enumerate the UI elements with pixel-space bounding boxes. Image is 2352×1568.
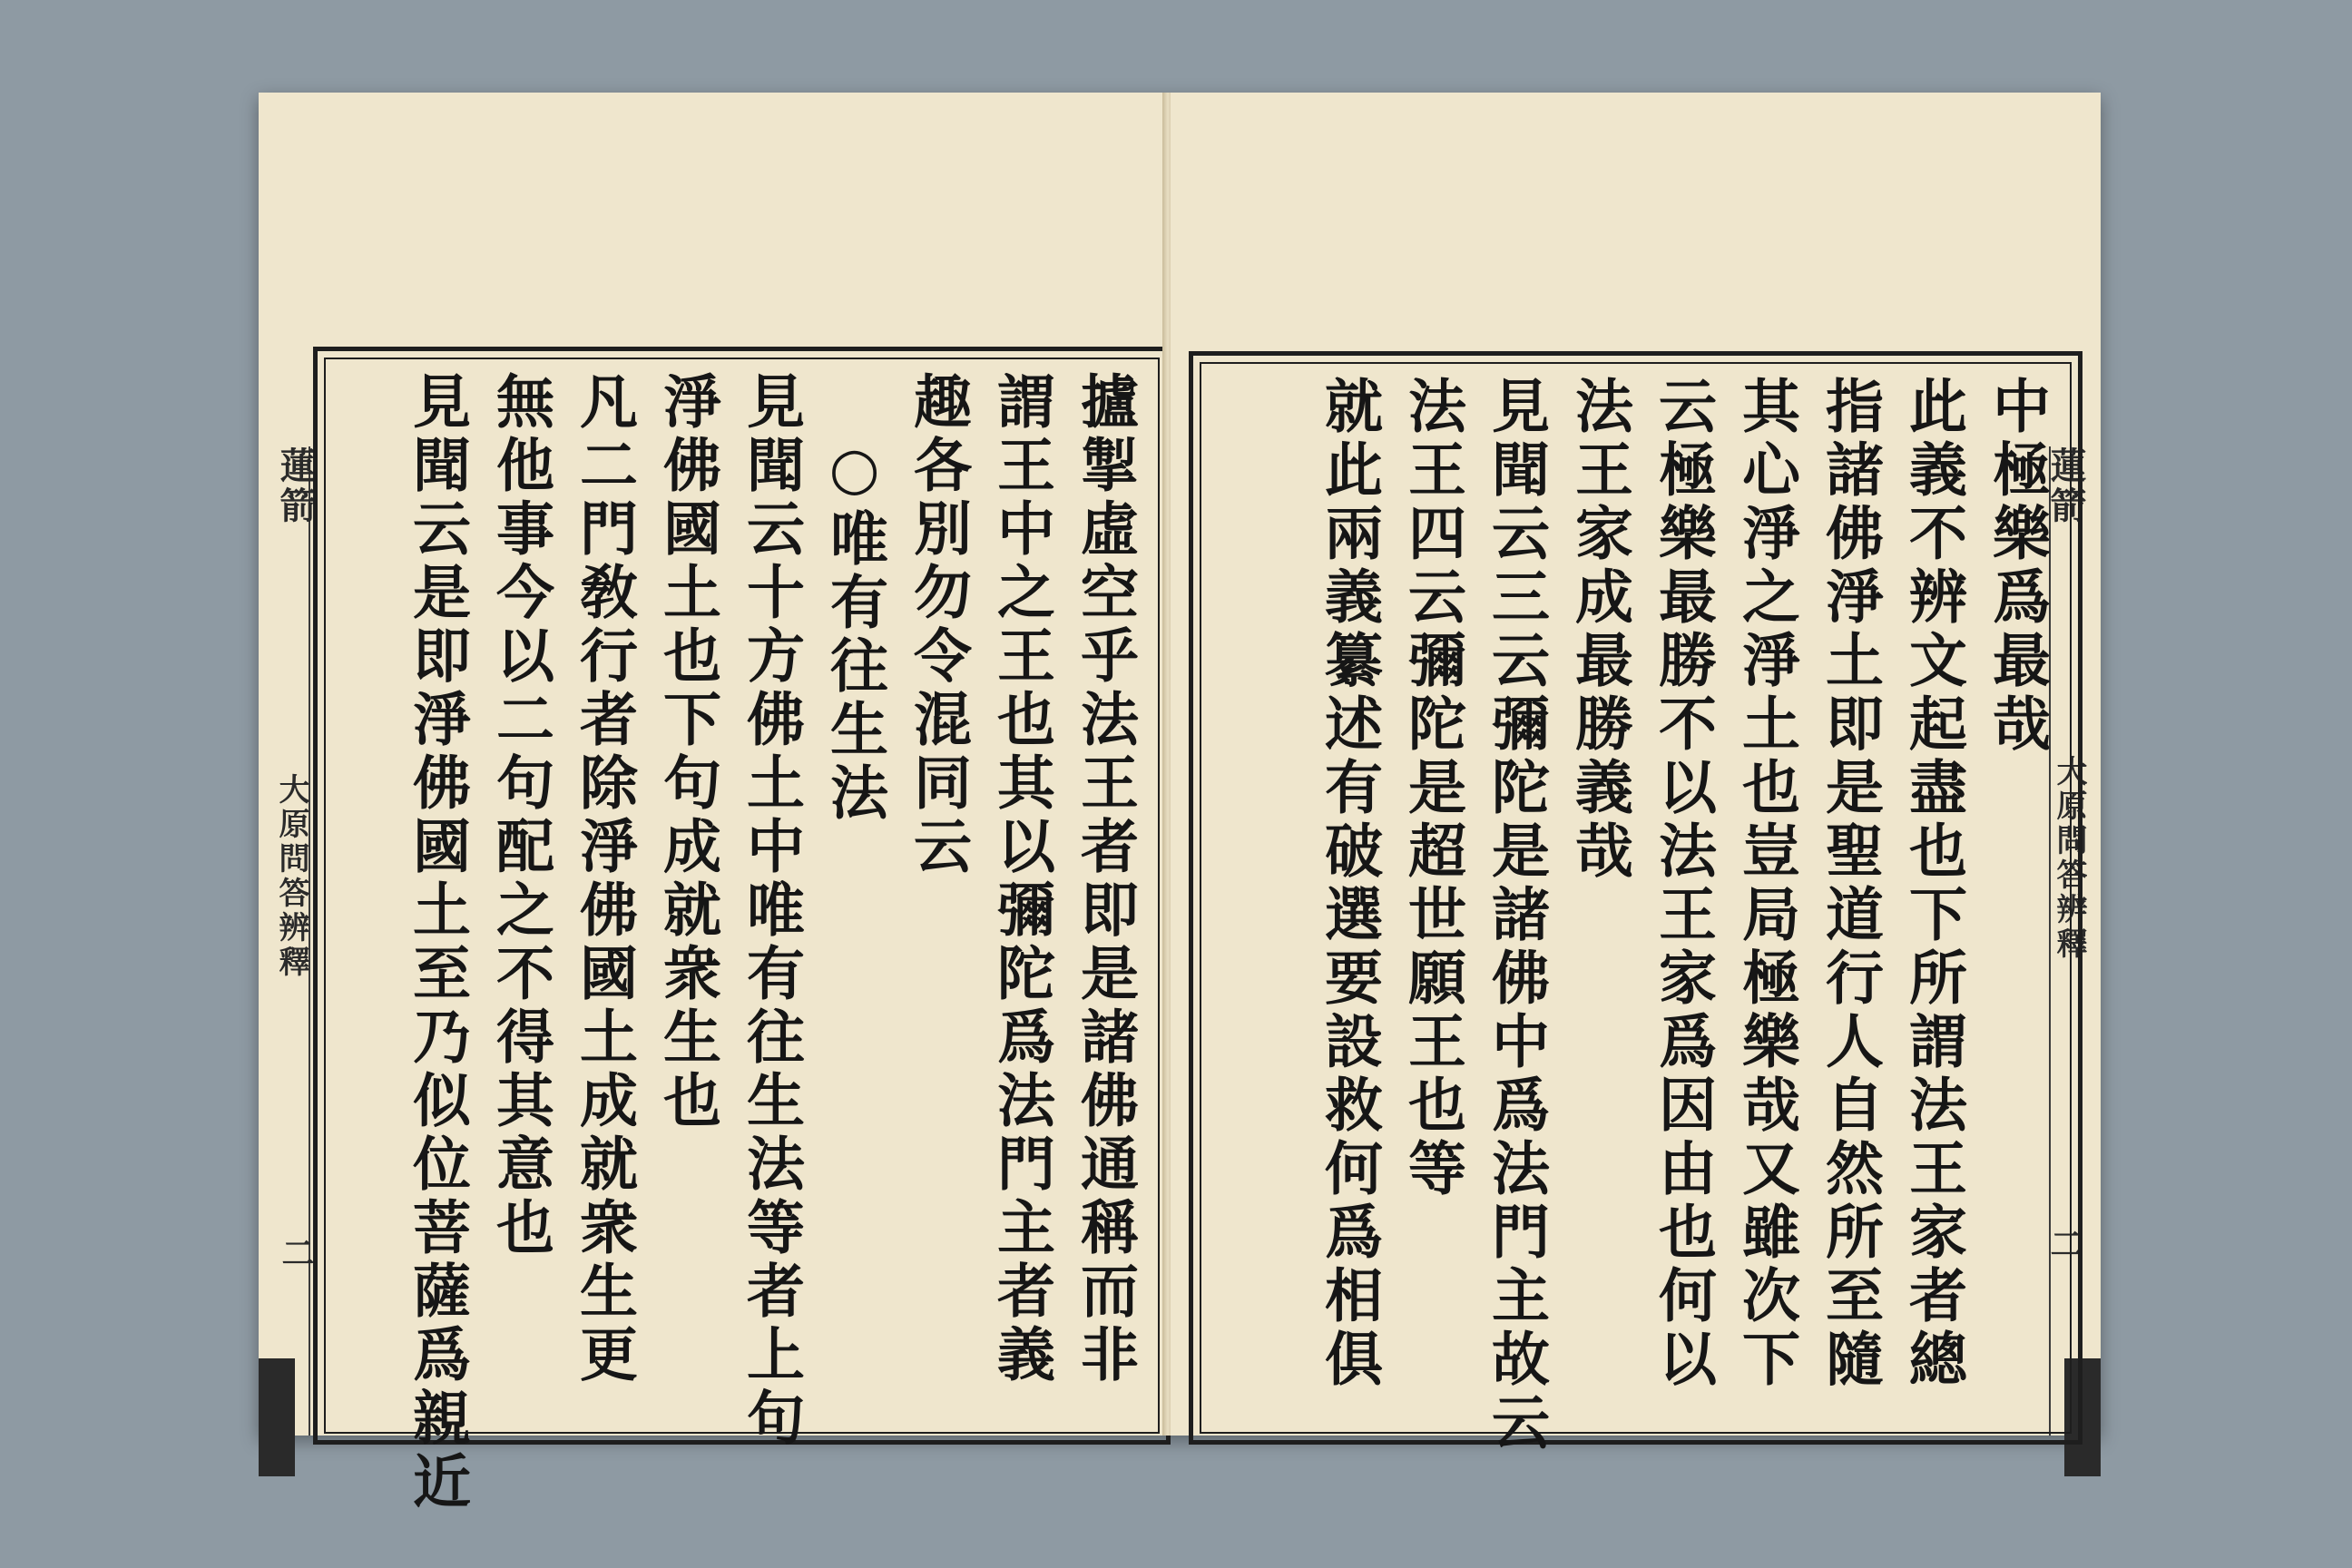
left-page-number: 二 [277,1236,315,1269]
text-column: 見聞云十方佛土中唯有往生法等者上句 [737,371,805,1451]
section-heading: ○唯有往生法 [820,435,888,826]
left-page [259,93,1168,1514]
text-column: 此義不辨文起盡也下所謂法王家者總 [1899,376,1967,1392]
left-text-frame [313,347,1171,1514]
right-text-body [1213,376,2058,1455]
open-book [259,93,2101,1514]
text-column: 攎掣虛空乎法王者即是諸佛通稱而非 [1071,371,1139,1387]
right-margin-book-title: 大原問答辨釋 [2051,755,2087,962]
text-column: 其心淨之淨土也豈局極樂哉又雖次下 [1732,376,1800,1392]
right-margin-title: 蓮箭 [2044,446,2087,526]
text-column: 中極樂爲最哉 [1983,376,2051,757]
text-column: 謂王中之王也其以彌陀爲法門主者義 [987,371,1055,1387]
text-column: 見聞云是即淨佛國土至乃似位菩薩爲親近 [403,371,471,1514]
text-column: 就此兩義纂述有破選要設救何爲相俱 [1315,376,1383,1392]
left-text-body [338,371,1146,1514]
right-text-frame [1189,351,2082,1455]
right-page-number: 二 [2045,1227,2083,1259]
text-column: 法王四云彌陀是超世願王也等 [1398,376,1466,1201]
text-column: 凡二門敎行者除淨佛國土成就衆生更 [570,371,638,1387]
left-margin-book-title: 大原問答辨釋 [273,773,309,980]
text-column: 見聞云三云彌陀是諸佛中爲法門主故云 [1482,376,1550,1455]
left-margin-title: 蓮箭 [274,446,317,526]
text-column: 無他事今以二句配之不得其意也 [486,371,554,1260]
text-column: 指諸佛淨土即是聖道行人自然所至隨 [1816,376,1884,1392]
text-column: 法王家成最勝義哉 [1565,376,1633,884]
text-column: 趣各別勿令混同云 [904,371,972,879]
text-column: 云極樂最勝不以法王家爲因由也何以 [1649,376,1717,1392]
text-column: 淨佛國土也下句成就衆生也 [653,371,721,1133]
left-edge-mark [259,1358,295,1476]
